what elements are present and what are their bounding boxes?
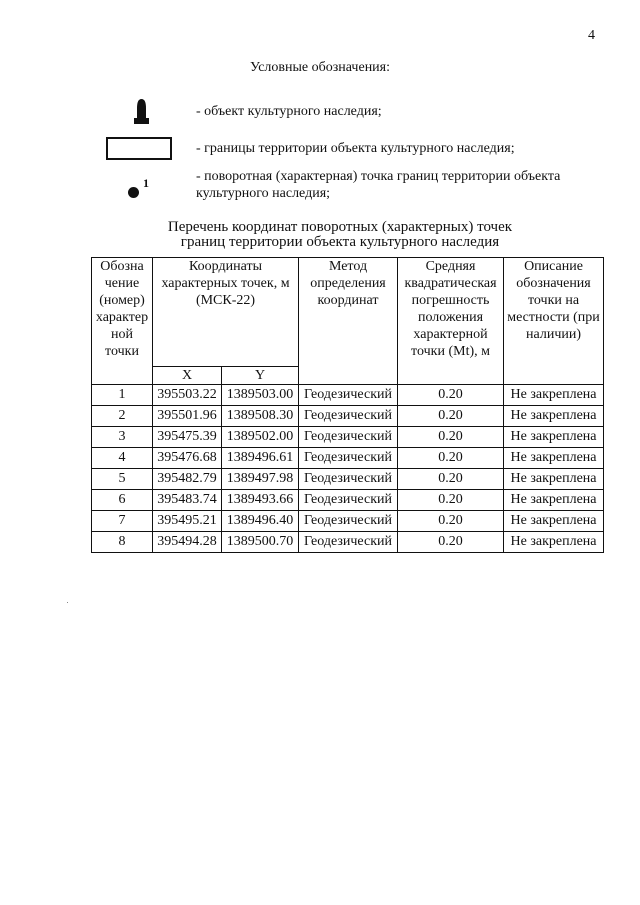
page-number: 4 [588, 28, 595, 43]
header-y: Y [222, 367, 299, 385]
coord-y: 1389496.40 [222, 511, 299, 532]
header-x: X [153, 367, 222, 385]
error-value: 0.20 [398, 427, 504, 448]
error-value: 0.20 [398, 490, 504, 511]
table-row [92, 469, 604, 490]
header-coordinates: Координаты характерных точек, м (МСК-22) [153, 258, 299, 367]
method: Геодезический [299, 448, 398, 469]
point-number: 3 [92, 427, 153, 448]
point-number: 8 [92, 532, 153, 553]
point-description: Не закреплена [504, 385, 604, 406]
coordinates-list-title-line2: границ территории объекта культурного наследия [180, 234, 500, 250]
table-row [92, 406, 604, 427]
method: Геодезический [299, 406, 398, 427]
table-row [92, 490, 604, 511]
turning-point-icon [128, 187, 139, 198]
coord-y: 1389503.00 [222, 385, 299, 406]
error-value: 0.20 [398, 511, 504, 532]
header-description: Описание обозначения точки на местности (при наличии) [504, 258, 604, 385]
table-row [92, 532, 604, 553]
point-description: Не закреплена [504, 406, 604, 427]
error-value: 0.20 [398, 385, 504, 406]
legend-text-heritage-object: - объект культурного наследия; [196, 104, 382, 119]
method: Геодезический [299, 532, 398, 553]
coordinates-list-title [0, 220, 640, 250]
table-row [92, 427, 604, 448]
method: Геодезический [299, 469, 398, 490]
point-number: 7 [92, 511, 153, 532]
header-error: Средняя квадратическая погрешность положения характерной точки (Mt), м [398, 258, 504, 385]
header-designation: Обозна чение (номер) характер ной точки [92, 258, 153, 385]
coordinates-table [91, 257, 604, 553]
coord-x: 395503.22 [153, 385, 222, 406]
coord-y: 1389496.61 [222, 448, 299, 469]
coord-y: 1389493.66 [222, 490, 299, 511]
coord-y: 1389502.00 [222, 427, 299, 448]
table-row [92, 385, 604, 406]
coord-y: 1389508.30 [222, 406, 299, 427]
point-number: 1 [92, 385, 153, 406]
turning-point-label: 1 [143, 176, 149, 190]
scan-speck [67, 602, 68, 603]
point-description: Не закреплена [504, 448, 604, 469]
method: Геодезический [299, 490, 398, 511]
monument-icon [133, 98, 150, 125]
legend-text-territory-boundary: - границы территории объекта культурного наследия; [196, 141, 515, 156]
error-value: 0.20 [398, 469, 504, 490]
coord-x: 395495.21 [153, 511, 222, 532]
point-number: 2 [92, 406, 153, 427]
boundary-rectangle-icon [106, 137, 172, 160]
legend-text-turning-point: - поворотная (характерная) точка границ территории объекта культурного наследия; [196, 169, 561, 201]
point-description: Не закреплена [504, 532, 604, 553]
table-row [92, 511, 604, 532]
point-number: 5 [92, 469, 153, 490]
point-description: Не закреплена [504, 469, 604, 490]
coord-y: 1389500.70 [222, 532, 299, 553]
legend-title: Условные обозначения: [249, 60, 391, 75]
point-description: Не закреплена [504, 511, 604, 532]
header-method: Метод определения координат [299, 258, 398, 385]
point-number: 4 [92, 448, 153, 469]
method: Геодезический [299, 511, 398, 532]
error-value: 0.20 [398, 532, 504, 553]
point-description: Не закреплена [504, 427, 604, 448]
error-value: 0.20 [398, 406, 504, 427]
point-description: Не закреплена [504, 490, 604, 511]
point-number: 6 [92, 490, 153, 511]
coord-y: 1389497.98 [222, 469, 299, 490]
coord-x: 395494.28 [153, 532, 222, 553]
coord-x: 395482.79 [153, 469, 222, 490]
error-value: 0.20 [398, 448, 504, 469]
table-row [92, 448, 604, 469]
coordinates-list-title-line1: Перечень координат поворотных (характерных) точек [167, 219, 513, 235]
method: Геодезический [299, 385, 398, 406]
coord-x: 395483.74 [153, 490, 222, 511]
coord-x: 395476.68 [153, 448, 222, 469]
method: Геодезический [299, 427, 398, 448]
coord-x: 395475.39 [153, 427, 222, 448]
coord-x: 395501.96 [153, 406, 222, 427]
